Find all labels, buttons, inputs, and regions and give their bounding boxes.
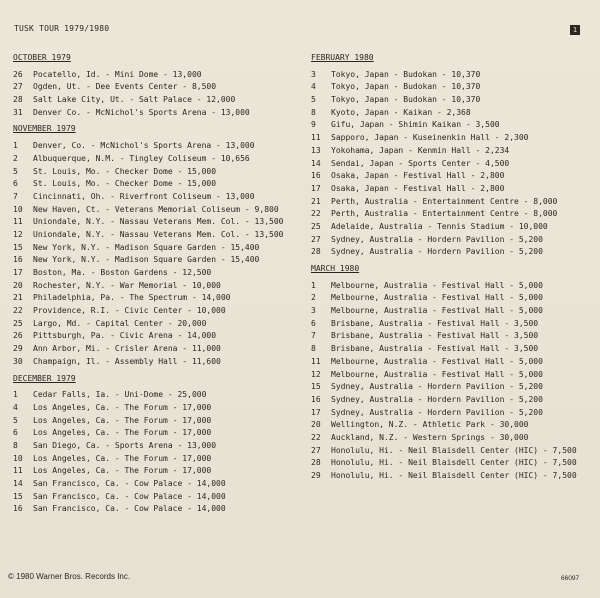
concert-row (13, 356, 303, 369)
concert-day: 3 (311, 306, 316, 316)
concert-day: 1 (13, 141, 18, 151)
concert-venue: Uniondale, N.Y. - Nassau Veterans Mem. Col. - 13,500 (33, 229, 284, 239)
concert-row (13, 427, 303, 440)
concert-venue: Largo, Md. - Capital Center - 20,000 (33, 318, 207, 328)
concert-row (311, 145, 596, 158)
concert-venue: Pocatello, Id. - Mini Dome - 13,000 (33, 69, 202, 79)
concert-venue: New York, N.Y. - Madison Square Garden - 15,400 (33, 242, 260, 252)
concert-row (13, 216, 303, 229)
concert-venue: Sapporo, Japan - Kuseinenkin Hall - 2,300 (331, 133, 529, 143)
concert-row (311, 432, 596, 445)
concert-day: 3 (311, 69, 316, 79)
concert-day: 2 (311, 293, 316, 303)
concert-row (13, 292, 303, 305)
concert-venue: Adelaide, Australia - Tennis Stadium - 10,000 (331, 221, 548, 231)
concert-day: 17 (13, 268, 23, 277)
concert-row (13, 229, 303, 242)
concert-day: 22 (311, 209, 321, 219)
concert-row (13, 69, 303, 82)
concert-day: 8 (311, 344, 316, 354)
concert-day: 4 (13, 402, 18, 412)
concert-row (311, 132, 596, 145)
concert-venue: Brisbane, Australia - Festival Hall - 3,500 (331, 318, 539, 328)
concert-row (311, 234, 596, 247)
concert-day: 22 (311, 432, 321, 442)
concert-row (311, 318, 596, 331)
concert-row (311, 196, 596, 209)
concert-row (311, 107, 596, 120)
concert-venue: Osaka, Japan - Festival Hall - 2,800 (331, 171, 505, 181)
concert-day: 1 (13, 390, 18, 400)
concert-venue: St. Louis, Mo. - Checker Dome - 15,000 (33, 179, 217, 189)
concert-venue: Perth, Australia - Entertainment Centre - 8,000 (331, 209, 558, 219)
concert-row (311, 170, 596, 183)
concert-day: 8 (311, 107, 316, 117)
concert-row (13, 254, 303, 267)
page-title: TUSK TOUR 1979/1980 (14, 24, 110, 33)
concert-row (311, 94, 596, 107)
concert-venue: Cedar Falls, Ia. - Uni-Dome - 25,000 (33, 390, 207, 400)
concert-row (13, 318, 303, 331)
concert-day: 26 (13, 69, 23, 79)
concert-day: 16 (311, 171, 321, 181)
concert-row (13, 305, 303, 318)
concert-day: 26 (13, 331, 23, 341)
concert-day: 4 (311, 82, 316, 92)
concert-venue: Los Angeles, Ca. - The Forum - 17,000 (33, 453, 212, 463)
concert-venue: San Francisco, Ca. - Cow Palace - 14,000 (33, 491, 226, 501)
concert-day: 6 (311, 318, 316, 328)
concert-row (311, 356, 596, 369)
month-heading: DECEMBER 1979 (13, 373, 76, 383)
concert-row (13, 503, 303, 516)
concert-day: 25 (311, 221, 321, 231)
concert-row (311, 305, 596, 318)
concert-day: 12 (13, 229, 23, 239)
concert-day: 27 (311, 234, 321, 244)
concert-day: 15 (311, 382, 321, 392)
concert-row (311, 208, 596, 221)
concert-venue: Melbourne, Australia - Festival Hall - 5,000 (331, 280, 543, 290)
concert-venue: Denver, Co. - McNichol's Sports Arena - 13,000 (33, 141, 255, 151)
concert-venue: Ogden, Ut. - Dee Events Center - 8,500 (33, 82, 217, 92)
concert-day: 16 (13, 255, 23, 265)
concert-row (13, 415, 303, 428)
concert-venue: Boston, Ma. - Boston Gardens - 12,500 (33, 268, 212, 277)
concert-venue: Tokyo, Japan - Budokan - 10,370 (331, 69, 481, 79)
concert-venue: Rochester, N.Y. - War Memorial - 10,000 (33, 280, 221, 290)
month-heading: OCTOBER 1979 (13, 53, 71, 62)
concert-day: 16 (13, 504, 23, 514)
concert-venue: Melbourne, Australia - Festival Hall - 5,000 (331, 369, 543, 379)
concert-venue: Sydney, Australia - Hordern Pavilion - 5,200 (331, 234, 543, 244)
concert-day: 20 (13, 280, 23, 290)
concert-day: 17 (311, 183, 321, 193)
concert-day: 29 (13, 344, 23, 354)
concert-day: 28 (311, 247, 321, 257)
concert-venue: Honolulu, Hi. - Neil Blaisdell Center (HIC) - 7,500 (331, 445, 577, 455)
concert-day: 7 (13, 191, 18, 201)
concert-day: 28 (13, 95, 23, 105)
concert-row (311, 343, 596, 356)
copyright-notice: © 1980 Warner Bros. Records Inc. (8, 572, 131, 581)
concert-row (311, 407, 596, 420)
concert-venue: Los Angeles, Ca. - The Forum - 17,000 (33, 428, 212, 438)
concert-day: 16 (311, 394, 321, 404)
concert-venue: Gifu, Japan - Shimin Kaikan - 3,500 (331, 120, 500, 130)
concert-venue: Sydney, Australia - Hordern Pavilion - 5,200 (331, 407, 543, 417)
concert-venue: St. Louis, Mo. - Checker Dome - 15,000 (33, 166, 217, 176)
concert-day: 6 (13, 428, 18, 438)
concert-row (13, 402, 303, 415)
concert-row (13, 267, 303, 280)
concert-venue: Tokyo, Japan - Budokan - 10,370 (331, 95, 481, 105)
concert-venue: Sydney, Australia - Hordern Pavilion - 5,200 (331, 382, 543, 392)
concert-row (311, 280, 596, 293)
concert-row (13, 280, 303, 293)
concert-day: 5 (13, 166, 18, 176)
catalog-number: 66097 (561, 575, 580, 582)
concert-day: 28 (311, 458, 321, 468)
concert-venue: Uniondale, N.Y. - Nassau Veterans Mem. Col. - 13,500 (33, 217, 284, 227)
concert-day: 21 (311, 196, 321, 206)
concert-day: 27 (13, 82, 23, 92)
concert-venue: Cincinnati, Oh. - Riverfront Coliseum - 13,000 (33, 191, 255, 201)
concert-row (13, 389, 303, 402)
right-column (311, 52, 596, 483)
concert-venue: Providence, R.I. - Civic Center - 10,000 (33, 306, 226, 316)
concert-day: 12 (311, 369, 321, 379)
concert-venue: Los Angeles, Ca. - The Forum - 17,000 (33, 466, 212, 476)
concert-row (311, 419, 596, 432)
concert-row (13, 440, 303, 453)
concert-venue: Sydney, Australia - Hordern Pavilion - 5,200 (331, 247, 543, 257)
concert-row (311, 81, 596, 94)
concert-venue: Yokohama, Japan - Kenmin Hall - 2,234 (331, 145, 510, 155)
concert-row (311, 394, 596, 407)
concert-row (311, 119, 596, 132)
concert-day: 10 (13, 204, 23, 214)
concert-row (13, 153, 303, 166)
concert-row (311, 369, 596, 382)
concert-venue: New York, N.Y. - Madison Square Garden - 15,400 (33, 255, 260, 265)
concert-venue: Los Angeles, Ca. - The Forum - 17,000 (33, 402, 212, 412)
concert-row (13, 465, 303, 478)
concert-row (13, 107, 303, 120)
concert-venue: Tokyo, Japan - Budokan - 10,370 (331, 82, 481, 92)
concert-day: 8 (13, 440, 18, 450)
concert-day: 11 (311, 133, 321, 143)
concert-day: 22 (13, 306, 23, 316)
concert-venue: Honolulu, Hi. - Neil Blaisdell Center (HIC) - 7,500 (331, 471, 577, 480)
left-column (13, 52, 303, 516)
concert-row (13, 204, 303, 217)
concert-row (311, 457, 596, 470)
concert-venue: Albuquerque, N.M. - Tingley Coliseum - 10,656 (33, 153, 250, 163)
concert-venue: Brisbane, Australia - Festival Hall - 3,500 (331, 344, 539, 354)
concert-day: 1 (311, 280, 316, 290)
concert-row (13, 94, 303, 107)
concert-row (311, 470, 596, 483)
concert-day: 25 (13, 318, 23, 328)
concert-day: 13 (311, 145, 321, 155)
concert-row (13, 330, 303, 343)
concert-venue: Melbourne, Australia - Festival Hall - 5,000 (331, 306, 543, 316)
concert-row (311, 445, 596, 458)
concert-venue: New Haven, Ct. - Veterans Memorial Coliseum - 9,800 (33, 204, 279, 214)
month-heading: NOVEMBER 1979 (13, 124, 76, 134)
concert-day: 15 (13, 491, 23, 501)
month-heading: MARCH 1980 (311, 264, 360, 273)
concert-day: 27 (311, 445, 321, 455)
concert-venue: San Diego, Ca. - Sports Arena - 13,000 (33, 440, 217, 450)
concert-row (13, 491, 303, 504)
concert-venue: Philadelphia, Pa. - The Spectrum - 14,000 (33, 293, 231, 303)
concert-venue: Champaign, Il. - Assembly Hall - 11,600 (33, 356, 221, 366)
concert-day: 31 (13, 107, 23, 117)
concert-venue: Wellington, N.Z. - Athletic Park - 30,000 (331, 420, 529, 430)
concert-day: 2 (13, 153, 18, 163)
concert-venue: Honolulu, Hi. - Neil Blaisdell Center (HIC) - 7,500 (331, 458, 577, 468)
concert-row (311, 69, 596, 82)
concert-venue: Pittsburgh, Pa. - Civic Arena - 14,000 (33, 331, 217, 341)
concert-day: 30 (13, 356, 23, 366)
concert-row (13, 191, 303, 204)
concert-venue: San Francisco, Ca. - Cow Palace - 14,000 (33, 479, 226, 488)
concert-venue: Melbourne, Australia - Festival Hall - 5,000 (331, 356, 543, 366)
concert-row (311, 292, 596, 305)
concert-day: 29 (311, 471, 321, 480)
concert-day: 21 (13, 293, 23, 303)
concert-row (13, 140, 303, 153)
concert-row (13, 81, 303, 94)
concert-row (13, 178, 303, 191)
concert-venue: Ann Arbor, Mi. - Crisler Arena - 11,000 (33, 344, 221, 354)
concert-venue: Auckland, N.Z. - Western Springs - 30,000 (331, 432, 529, 442)
concert-day: 6 (13, 179, 18, 189)
concert-day: 14 (311, 158, 321, 168)
concert-venue: San Francisco, Ca. - Cow Palace - 14,000 (33, 504, 226, 514)
concert-day: 15 (13, 242, 23, 252)
concert-day: 11 (311, 356, 321, 366)
concert-row (13, 166, 303, 179)
concert-venue: Perth, Australia - Entertainment Centre - 8,000 (331, 196, 558, 206)
concert-row (311, 221, 596, 234)
concert-row (311, 330, 596, 343)
concert-day: 10 (13, 453, 23, 463)
concert-row (13, 478, 303, 491)
concert-day: 5 (13, 415, 18, 425)
concert-row (13, 453, 303, 466)
concert-venue: Salt Lake City, Ut. - Salt Palace - 12,000 (33, 95, 236, 105)
concert-venue: Kyoto, Japan - Kaikan - 2,368 (331, 107, 471, 117)
concert-row (311, 158, 596, 171)
concert-day: 17 (311, 407, 321, 417)
concert-venue: Melbourne, Australia - Festival Hall - 5,000 (331, 293, 543, 303)
page-number-badge: 1 (570, 25, 580, 35)
concert-day: 7 (311, 331, 316, 341)
concert-row (13, 242, 303, 255)
concert-venue: Brisbane, Australia - Festival Hall - 3,500 (331, 331, 539, 341)
concert-day: 5 (311, 95, 316, 105)
concert-venue: Denver Co. - McNichol's Sports Arena - 13,000 (33, 107, 250, 117)
concert-row (311, 183, 596, 196)
concert-day: 20 (311, 420, 321, 430)
concert-venue: Los Angeles, Ca. - The Forum - 17,000 (33, 415, 212, 425)
concert-day: 11 (13, 217, 23, 227)
concert-venue: Osaka, Japan - Festival Hall - 2,800 (331, 183, 505, 193)
concert-day: 14 (13, 479, 23, 488)
concert-row (311, 381, 596, 394)
concert-day: 9 (311, 120, 316, 130)
concert-venue: Sydney, Australia - Hordern Pavilion - 5,200 (331, 394, 543, 404)
month-heading: FEBRUARY 1980 (311, 53, 374, 62)
concert-row (13, 343, 303, 356)
concert-venue: Sendai, Japan - Sports Center - 4,500 (331, 158, 510, 168)
concert-day: 11 (13, 466, 23, 476)
concert-row (311, 246, 596, 259)
